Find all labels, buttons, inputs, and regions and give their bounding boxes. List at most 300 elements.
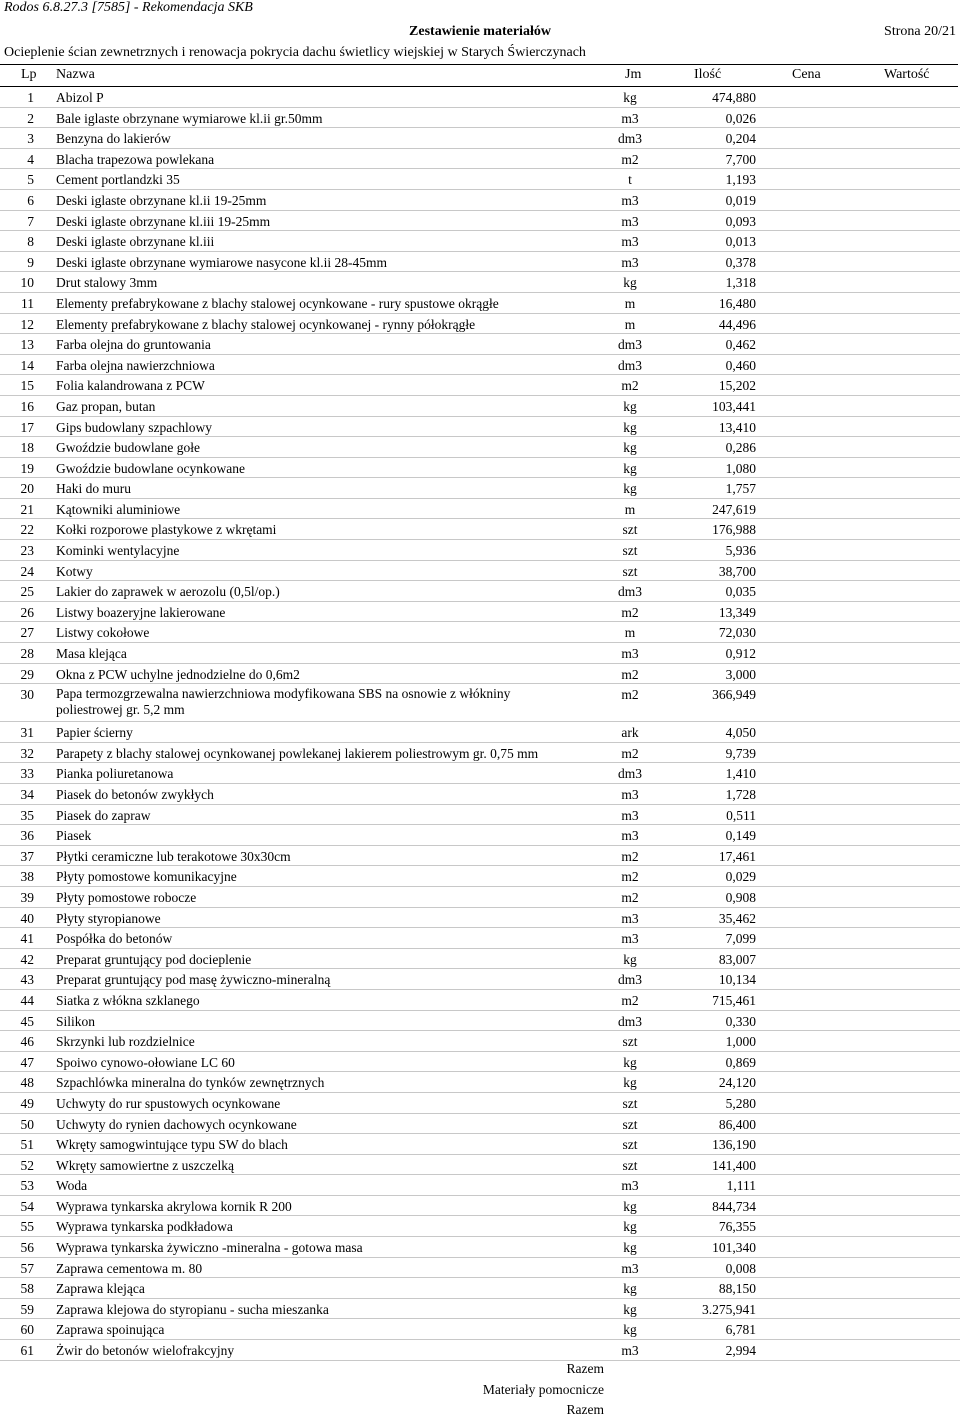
- unit: m2: [621, 151, 639, 167]
- table-row: [0, 990, 960, 1011]
- quantity: 38,700: [718, 563, 756, 579]
- table-row: [0, 334, 960, 355]
- column-quantity: Ilość: [694, 67, 722, 82]
- quantity: 6,781: [725, 1322, 756, 1338]
- row-number: 24: [20, 563, 34, 579]
- table-row: [0, 293, 960, 314]
- row-number: 35: [20, 807, 34, 823]
- quantity: 103,441: [712, 398, 756, 414]
- row-number: 25: [20, 584, 34, 600]
- quantity: 0,511: [726, 807, 756, 823]
- unit: m2: [621, 604, 639, 620]
- table-row: [0, 1093, 960, 1114]
- unit: szt: [622, 563, 638, 579]
- material-name: Skrzynki lub rozdzielnice: [56, 1034, 195, 1050]
- table-row: [0, 949, 960, 970]
- quantity: 88,150: [718, 1281, 756, 1297]
- table-row: [0, 396, 960, 417]
- unit: t: [628, 172, 632, 188]
- table-row: [0, 478, 960, 499]
- unit: m3: [621, 1178, 639, 1194]
- unit: m3: [621, 110, 639, 126]
- material-name: Okna z PCW uchylne jednodzielne do 0,6m2: [56, 666, 300, 682]
- table-row: [0, 1237, 960, 1258]
- table-row: [0, 1175, 960, 1196]
- table-row: [0, 252, 960, 273]
- table-row: [0, 643, 960, 664]
- material-name: Płyty pomostowe komunikacyjne: [56, 869, 237, 885]
- table-row: [0, 805, 960, 826]
- unit: dm3: [617, 131, 642, 147]
- material-name: Woda: [56, 1178, 88, 1194]
- row-number: 41: [20, 931, 34, 947]
- quantity: 76,355: [718, 1219, 756, 1235]
- quantity: 5,936: [725, 543, 756, 559]
- unit: dm3: [617, 1013, 642, 1029]
- table-row: [0, 743, 960, 764]
- material-name: Gwoździe budowlane ocynkowane: [56, 460, 245, 476]
- row-number: 22: [20, 522, 34, 538]
- material-name: Zaprawa klejąca: [56, 1281, 145, 1297]
- quantity: 0,019: [725, 192, 756, 208]
- table-row: [0, 866, 960, 887]
- row-number: 8: [27, 234, 34, 250]
- table-row: [0, 87, 960, 108]
- table-row: [0, 190, 960, 211]
- table-row: [0, 561, 960, 582]
- unit: kg: [623, 1301, 637, 1317]
- quantity: 15,202: [718, 378, 756, 394]
- table-row: [0, 149, 960, 170]
- unit: szt: [622, 543, 638, 559]
- row-number: 7: [27, 213, 34, 229]
- table-row: [0, 1299, 960, 1320]
- table-row: [0, 1052, 960, 1073]
- quantity: 13,410: [718, 419, 756, 435]
- row-number: 42: [20, 951, 34, 967]
- table-row: [0, 581, 960, 602]
- table-row: [0, 602, 960, 623]
- quantity: 474,880: [712, 90, 756, 105]
- material-name: Kominki wentylacyjne: [56, 543, 180, 559]
- table-header: [0, 67, 960, 87]
- unit: m2: [621, 869, 639, 885]
- row-number: 1: [27, 90, 34, 105]
- quantity: 3,000: [725, 666, 756, 682]
- material-name: Preparat gruntujący pod docieplenie: [56, 951, 252, 967]
- table-row: [0, 519, 960, 540]
- unit: kg: [623, 1322, 637, 1338]
- page-number: Strona 20/21: [884, 24, 956, 39]
- app-title: Rodos 6.8.27.3 [7585] - Rekomendacja SKB: [4, 0, 253, 15]
- material-name: Kołki rozporowe plastykowe z wkrętami: [56, 522, 277, 538]
- quantity: 0,908: [725, 889, 756, 905]
- table-row: [0, 1072, 960, 1093]
- column-lp: Lp: [21, 67, 37, 82]
- row-number: 49: [20, 1095, 34, 1111]
- quantity: 176,988: [712, 522, 756, 538]
- quantity: 1,318: [725, 275, 756, 291]
- unit: m3: [621, 234, 639, 250]
- row-number: 61: [20, 1343, 34, 1359]
- total-label-2: Razem: [566, 1402, 604, 1417]
- material-name: Listwy cokołowe: [56, 625, 150, 641]
- material-name: Cement portlandzki 35: [56, 172, 180, 188]
- unit: m3: [621, 1343, 639, 1359]
- unit: m3: [621, 192, 639, 208]
- material-name: Gips budowlany szpachlowy: [56, 419, 212, 435]
- row-number: 38: [20, 869, 34, 885]
- table-row: [0, 211, 960, 232]
- row-number: 17: [20, 419, 34, 435]
- quantity: 247,619: [712, 501, 756, 517]
- table-row: [0, 1258, 960, 1279]
- unit: kg: [623, 1240, 637, 1256]
- material-name: Wkręty samowiertne z uszczelką: [56, 1157, 235, 1173]
- quantity: 2,994: [725, 1343, 756, 1359]
- document-title: Zestawienie materiałów: [409, 24, 551, 39]
- row-number: 48: [20, 1075, 34, 1091]
- unit: kg: [623, 1075, 637, 1091]
- unit: m2: [621, 992, 639, 1008]
- unit: kg: [623, 275, 637, 291]
- material-name: Zaprawa spoinująca: [56, 1322, 165, 1338]
- unit: dm3: [617, 766, 642, 782]
- unit: m3: [621, 213, 639, 229]
- table-row: [0, 458, 960, 479]
- row-number: 32: [20, 745, 34, 761]
- row-number: 4: [27, 151, 34, 167]
- row-number: 43: [20, 972, 34, 988]
- table-row: [0, 540, 960, 561]
- material-name: Uchwyty do rur spustowych ocynkowane: [56, 1095, 281, 1111]
- material-name: Gwoździe budowlane gołe: [56, 440, 200, 456]
- material-name: Wkręty samogwintujące typu SW do blach: [56, 1137, 288, 1153]
- row-number: 31: [20, 725, 34, 741]
- row-number: 36: [20, 828, 34, 844]
- material-name: Wyprawa tynkarska akrylowa kornik R 200: [56, 1198, 292, 1214]
- material-name: Drut stalowy 3mm: [56, 275, 158, 291]
- row-number: 2: [27, 110, 34, 126]
- table-row: [0, 1031, 960, 1052]
- table-row: [0, 763, 960, 784]
- table-row: [0, 231, 960, 252]
- quantity: 5,280: [725, 1095, 756, 1111]
- row-number: 56: [20, 1240, 34, 1256]
- table-row: [0, 825, 960, 846]
- row-number: 34: [20, 787, 34, 802]
- unit: m2: [621, 666, 639, 682]
- material-name: Benzyna do lakierów: [56, 131, 171, 147]
- quantity: 4,050: [725, 725, 756, 741]
- material-name: Piasek: [56, 828, 92, 844]
- material-name: Wyprawa tynkarska podkładowa: [56, 1219, 233, 1235]
- material-name: Piasek do betonów zwykłych: [56, 787, 214, 802]
- row-number: 59: [20, 1301, 34, 1317]
- materials-table: [0, 87, 960, 1361]
- material-name: Pianka poliuretanowa: [56, 766, 174, 782]
- row-number: 20: [20, 481, 34, 497]
- table-row: [0, 417, 960, 438]
- row-number: 40: [20, 910, 34, 926]
- material-name: Elementy prefabrykowane z blachy stalowej ocynkowane - rury spustowe okrągłe: [56, 295, 499, 311]
- quantity: 101,340: [712, 1240, 756, 1256]
- quantity: 0,462: [725, 337, 756, 353]
- quantity: 17,461: [718, 848, 756, 864]
- table-row: [0, 908, 960, 929]
- quantity: 366,949: [712, 687, 756, 703]
- material-name: Siatka z włókna szklanego: [56, 992, 200, 1008]
- table-row: [0, 887, 960, 908]
- row-number: 53: [20, 1178, 34, 1194]
- material-name: Płyty styropianowe: [56, 910, 161, 926]
- quantity: 0,869: [725, 1054, 756, 1070]
- material-name: Płytki ceramiczne lub terakotowe 30x30cm: [56, 848, 291, 864]
- quantity: 1,757: [725, 481, 756, 497]
- unit: kg: [623, 1219, 637, 1235]
- unit: m3: [621, 910, 639, 926]
- material-name: Preparat gruntujący pod masę żywiczno-mineralną: [56, 972, 331, 988]
- material-name: Lakier do zaprawek w aerozolu (0,5l/op.): [56, 584, 280, 600]
- material-name: Wyprawa tynkarska żywiczno -mineralna - gotowa masa: [56, 1240, 363, 1256]
- material-name: Papa termozgrzewalna nawierzchniowa modyfikowana SBS na osnowie z włókniny poliestrowej gr. 5,2 mm: [56, 686, 511, 718]
- material-name: Zaprawa cementowa m. 80: [56, 1260, 203, 1276]
- quantity: 141,400: [712, 1157, 756, 1173]
- unit: ark: [621, 725, 639, 741]
- row-number: 13: [20, 337, 34, 353]
- row-number: 54: [20, 1198, 34, 1214]
- header-top-rule: [0, 64, 958, 65]
- row-number: 16: [20, 398, 34, 414]
- table-row: [0, 664, 960, 685]
- table-row: [0, 1155, 960, 1176]
- quantity: 72,030: [718, 625, 756, 641]
- unit: m: [624, 501, 636, 517]
- column-name: Nazwa: [56, 67, 95, 82]
- row-number: 27: [20, 625, 34, 641]
- quantity: 7,700: [725, 151, 756, 167]
- material-name: Deski iglaste obrzynane kl.iii: [56, 234, 215, 250]
- unit: kg: [623, 1198, 637, 1214]
- row-number: 21: [20, 501, 34, 517]
- material-name: Farba olejna do gruntowania: [56, 337, 211, 353]
- quantity: 1,410: [725, 766, 756, 782]
- unit: szt: [622, 1095, 638, 1111]
- quantity: 0,460: [725, 357, 756, 373]
- unit: m2: [621, 687, 639, 703]
- quantity: 10,134: [718, 972, 756, 988]
- material-name: Kątowniki aluminiowe: [56, 501, 181, 517]
- table-row: [0, 846, 960, 867]
- table-row: [0, 272, 960, 293]
- quantity: 0,029: [725, 869, 756, 885]
- unit: m2: [621, 848, 639, 864]
- row-number: 19: [20, 460, 34, 476]
- row-number: 5: [27, 172, 34, 188]
- quantity: 3.275,941: [702, 1301, 756, 1317]
- unit: m3: [621, 807, 639, 823]
- quantity: 7,099: [725, 931, 756, 947]
- material-name: Piasek do zapraw: [56, 807, 151, 823]
- material-name: Farba olejna nawierzchniowa: [56, 357, 215, 373]
- table-row: [0, 1216, 960, 1237]
- row-number: 47: [20, 1054, 34, 1070]
- quantity: 35,462: [718, 910, 756, 926]
- row-number: 45: [20, 1013, 34, 1029]
- unit: kg: [623, 90, 637, 105]
- unit: m: [624, 625, 636, 641]
- table-row: [0, 128, 960, 149]
- table-row: [0, 1340, 960, 1361]
- row-number: 15: [20, 378, 34, 394]
- row-number: 10: [20, 275, 34, 291]
- unit: kg: [623, 1281, 637, 1297]
- table-row: [0, 169, 960, 190]
- unit: kg: [623, 398, 637, 414]
- material-name: Abizol P: [56, 90, 104, 105]
- table-row: [0, 1196, 960, 1217]
- unit: dm3: [617, 357, 642, 373]
- column-price: Cena: [792, 67, 821, 82]
- row-number: 3: [27, 131, 34, 147]
- quantity: 0,912: [725, 646, 756, 662]
- quantity: 83,007: [718, 951, 756, 967]
- row-number: 12: [20, 316, 34, 332]
- unit: kg: [623, 419, 637, 435]
- quantity: 136,190: [712, 1137, 756, 1153]
- unit: kg: [623, 951, 637, 967]
- quantity: 0,093: [725, 213, 756, 229]
- quantity: 0,378: [725, 254, 756, 270]
- table-row: [0, 1278, 960, 1299]
- material-name: Deski iglaste obrzynane wymiarowe nasycone kl.ii 28-45mm: [56, 254, 388, 270]
- unit: m2: [621, 378, 639, 394]
- material-name: Szpachlówka mineralna do tynków zewnętrznych: [56, 1075, 325, 1091]
- row-number: 29: [20, 666, 34, 682]
- unit: m3: [621, 787, 639, 802]
- table-row: [0, 969, 960, 990]
- unit: szt: [622, 522, 638, 538]
- row-number: 52: [20, 1157, 34, 1173]
- row-number: 60: [20, 1322, 34, 1338]
- unit: m3: [621, 1260, 639, 1276]
- material-name: Pospółka do betonów: [56, 931, 173, 947]
- unit: m: [624, 295, 636, 311]
- material-name: Bale iglaste obrzynane wymiarowe kl.ii gr.50mm: [56, 110, 323, 126]
- table-row: [0, 722, 960, 743]
- row-number: 28: [20, 646, 34, 662]
- table-row: [0, 375, 960, 396]
- row-number: 9: [27, 254, 34, 270]
- quantity: 44,496: [718, 316, 756, 332]
- unit: m3: [621, 254, 639, 270]
- quantity: 0,149: [725, 828, 756, 844]
- material-name: Żwir do betonów wielofrakcyjny: [56, 1343, 235, 1359]
- row-number: 6: [27, 192, 34, 208]
- unit: kg: [623, 460, 637, 476]
- row-number: 37: [20, 848, 34, 864]
- table-row: [0, 784, 960, 805]
- material-name: Haki do muru: [56, 481, 131, 497]
- unit: szt: [622, 1157, 638, 1173]
- row-number: 58: [20, 1281, 34, 1297]
- column-value: Wartość: [884, 67, 930, 82]
- column-unit: Jm: [625, 67, 642, 82]
- quantity: 24,120: [718, 1075, 756, 1091]
- quantity: 1,111: [726, 1178, 756, 1194]
- unit: kg: [623, 1054, 637, 1070]
- row-number: 46: [20, 1034, 34, 1050]
- row-number: 23: [20, 543, 34, 559]
- table-row: [0, 499, 960, 520]
- table-row: [0, 622, 960, 643]
- table-row: [0, 1114, 960, 1135]
- quantity: 13,349: [718, 604, 756, 620]
- quantity: 9,739: [725, 745, 756, 761]
- row-number: 39: [20, 889, 34, 905]
- unit: szt: [622, 1137, 638, 1153]
- quantity: 86,400: [718, 1116, 756, 1132]
- unit: m3: [621, 646, 639, 662]
- row-number: 11: [21, 295, 34, 311]
- table-row: [0, 355, 960, 376]
- unit: m2: [621, 889, 639, 905]
- table-row: [0, 684, 960, 722]
- material-name: Zaprawa klejowa do styropianu - sucha mieszanka: [56, 1301, 329, 1317]
- unit: kg: [623, 481, 637, 497]
- row-number: 51: [20, 1137, 34, 1153]
- material-name: Deski iglaste obrzynane kl.iii 19-25mm: [56, 213, 271, 229]
- quantity: 1,000: [725, 1034, 756, 1050]
- row-number: 55: [20, 1219, 34, 1235]
- quantity: 0,008: [725, 1260, 756, 1276]
- unit: m3: [621, 931, 639, 947]
- row-number: 50: [20, 1116, 34, 1132]
- unit: dm3: [617, 337, 642, 353]
- unit: m3: [621, 828, 639, 844]
- material-name: Elementy prefabrykowane z blachy stalowej ocynkowanej - rynny półokrągłe: [56, 316, 476, 332]
- material-name: Płyty pomostowe robocze: [56, 889, 197, 905]
- material-name: Blacha trapezowa powlekana: [56, 151, 215, 167]
- project-subtitle: Ocieplenie ścian zewnetrznych i renowacja pokrycia dachu świetlicy wiejskiej w Starych Świerczynach: [4, 45, 586, 60]
- quantity: 0,026: [725, 110, 756, 126]
- row-number: 26: [20, 604, 34, 620]
- quantity: 0,013: [725, 234, 756, 250]
- unit: m2: [621, 745, 639, 761]
- material-name: Papier ścierny: [56, 725, 133, 741]
- quantity: 715,461: [712, 992, 756, 1008]
- material-name: Listwy boazeryjne lakierowane: [56, 604, 226, 620]
- material-name: Gaz propan, butan: [56, 398, 156, 414]
- quantity: 16,480: [718, 295, 756, 311]
- material-name: Kotwy: [56, 563, 93, 579]
- quantity: 0,204: [725, 131, 756, 147]
- table-row: [0, 1134, 960, 1155]
- material-name: Folia kalandrowana z PCW: [56, 378, 205, 394]
- row-number: 44: [20, 992, 34, 1008]
- row-number: 18: [20, 440, 34, 456]
- material-name: Spoiwo cynowo-ołowiane LC 60: [56, 1054, 235, 1070]
- unit: m: [624, 316, 636, 332]
- unit: szt: [622, 1034, 638, 1050]
- row-number: 33: [20, 766, 34, 782]
- quantity: 0,330: [725, 1013, 756, 1029]
- total-label: Razem: [566, 1361, 604, 1376]
- unit: kg: [623, 440, 637, 456]
- auxiliary-materials-label: Materiały pomocnicze: [482, 1381, 604, 1397]
- material-name: Deski iglaste obrzynane kl.ii 19-25mm: [56, 192, 267, 208]
- row-number: 30: [20, 687, 34, 703]
